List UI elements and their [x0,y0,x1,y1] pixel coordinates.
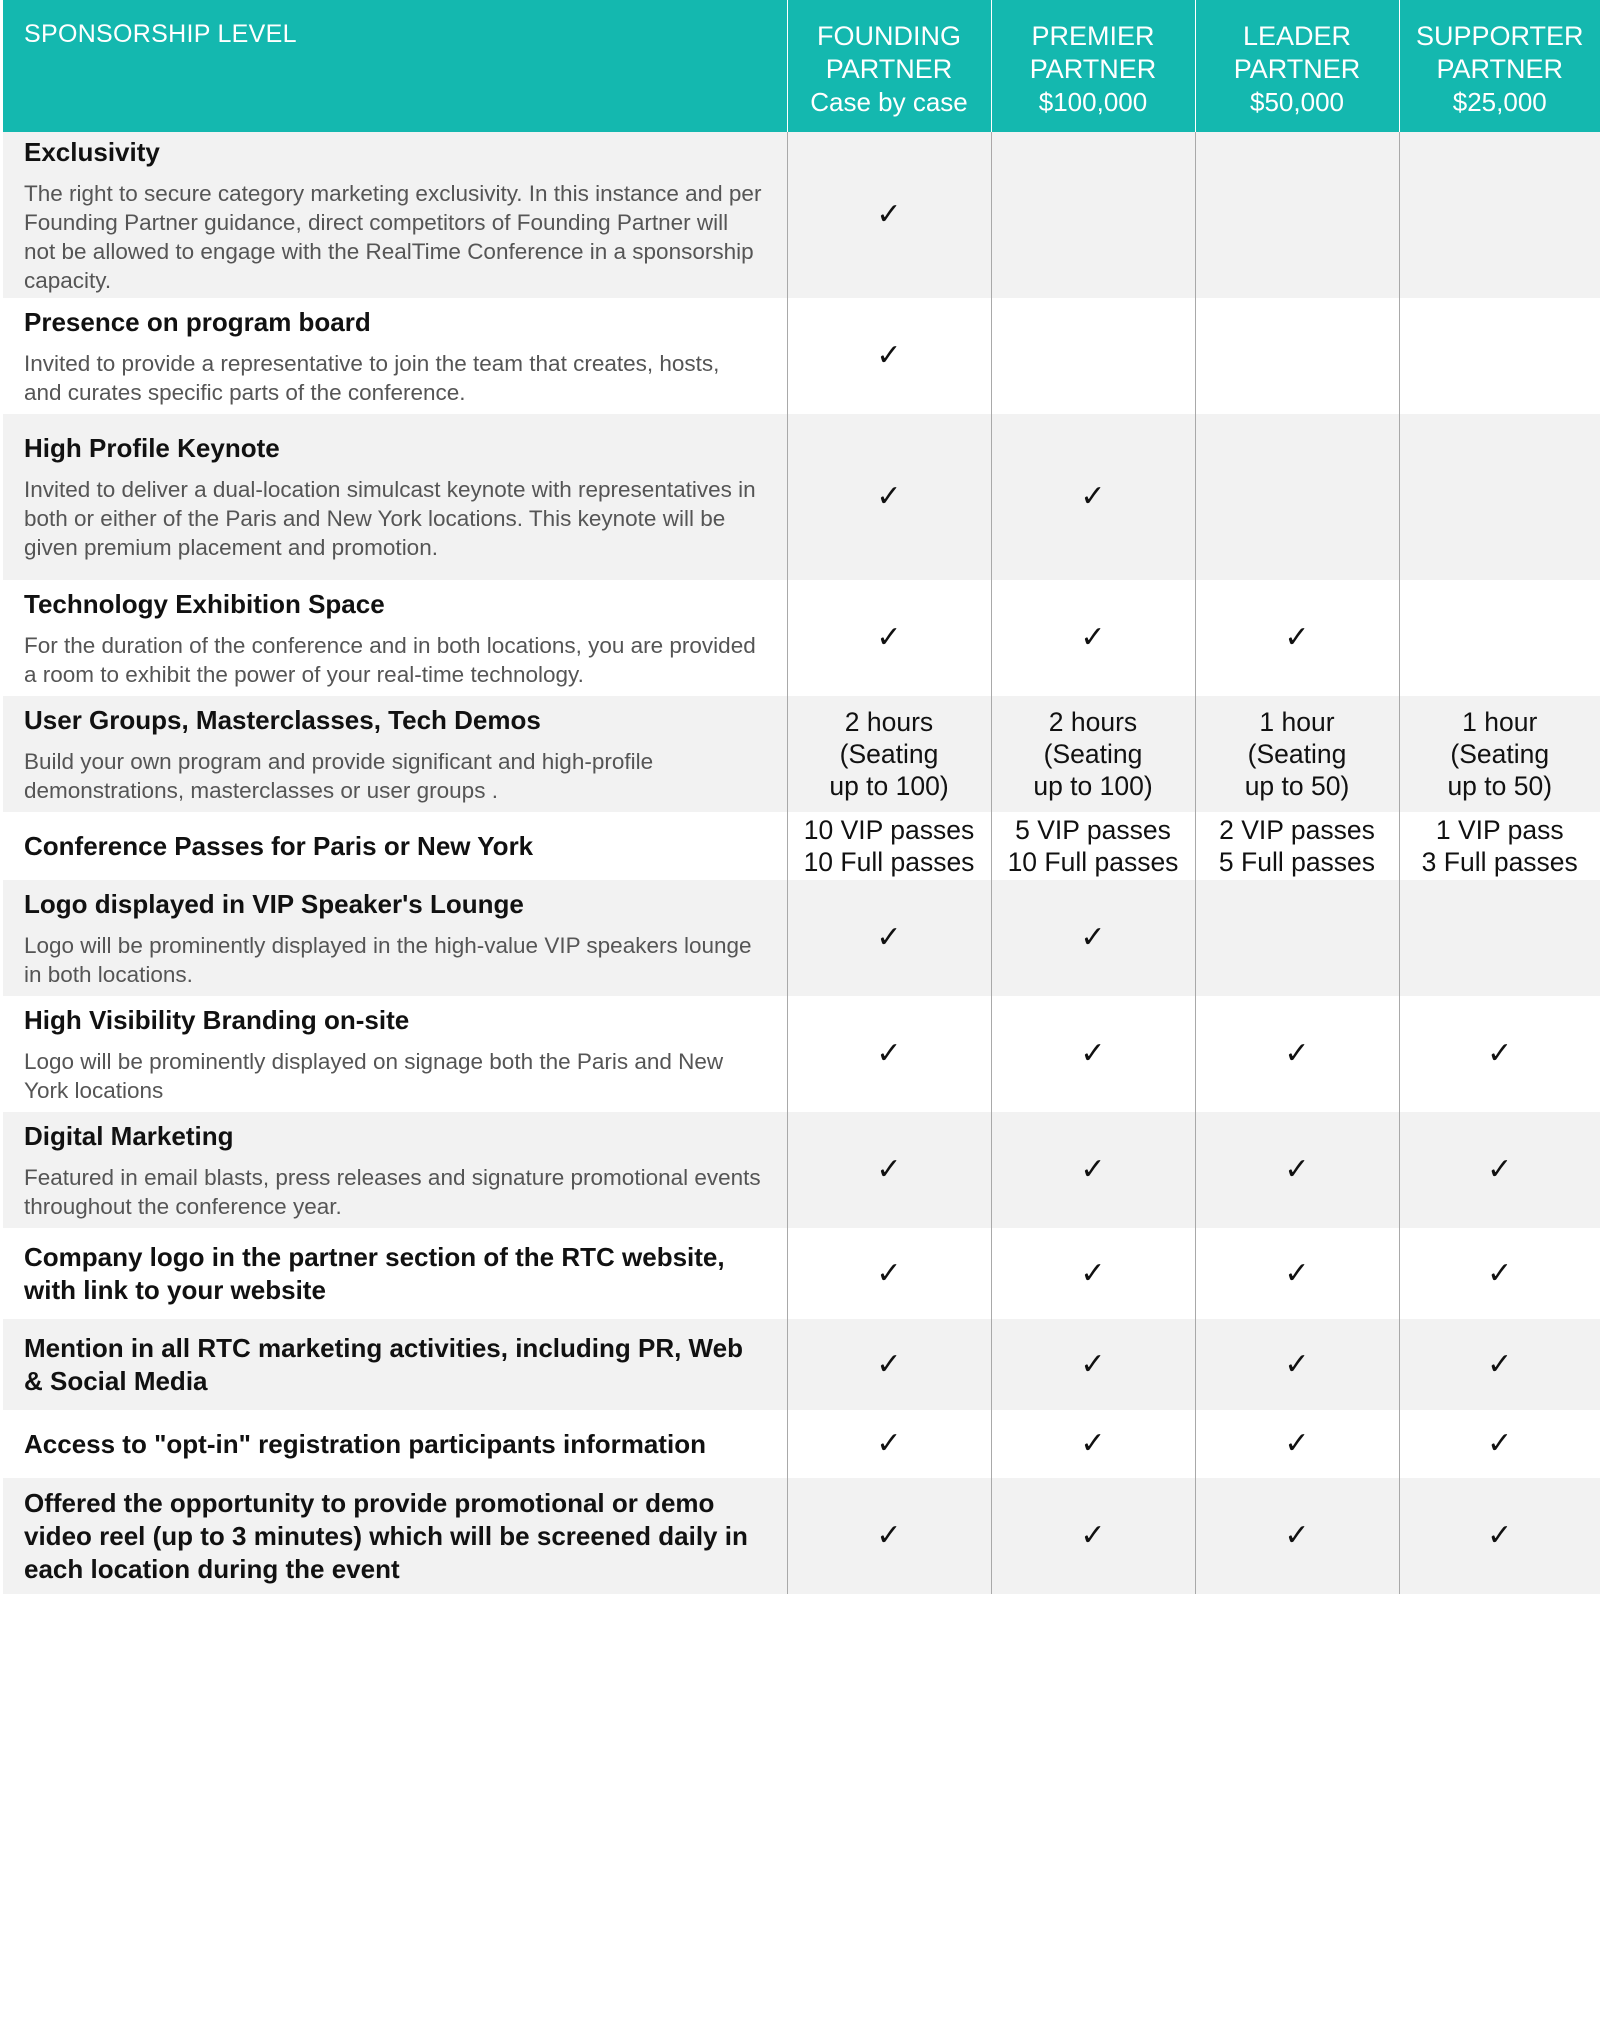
level-cell [1195,1228,1399,1319]
level-cell-text: 1 VIP pass [1435,815,1564,845]
checkmark-icon: ✓ [876,920,902,955]
checkmark-icon: ✓ [1487,1518,1513,1553]
checkmark-icon: ✓ [1080,1426,1106,1461]
benefit-description: Logo will be prominently displayed in the high-value VIP speakers lounge in both locations. [24,932,752,987]
checkmark-icon: ✓ [1080,1036,1106,1071]
benefit-row [3,812,1600,880]
benefit-description: Featured in email blasts, press releases and signature promotional events throughout the conference year. [24,1164,761,1219]
level-cell [1195,1478,1399,1594]
benefit-description: Build your own program and provide significant and high-profile demonstrations, masterclasses or user groups . [24,748,654,803]
level-cell-text: 10 Full passes [1007,847,1179,877]
level-cell [1195,880,1399,996]
level-cell [991,1112,1195,1228]
level-cell [1399,414,1600,580]
level-cell [1399,880,1600,996]
level-cell [1195,696,1399,812]
checkmark-icon: ✓ [1487,1255,1513,1291]
sponsorship-table [3,0,1600,1594]
level-cell [1399,298,1600,414]
level-cell [991,1410,1195,1478]
level-cell [787,132,991,298]
level-cell-text: 2 hours [1048,707,1138,737]
benefit-title: Presence on program board [24,306,371,337]
level-price: $100,000 [1038,87,1148,117]
checkmark-icon: ✓ [1487,1036,1513,1071]
checkmark-icon: ✓ [1080,479,1106,514]
level-founding-header [787,0,991,132]
level-name-line2: PARTNER [825,54,953,84]
level-cell-text: 10 Full passes [803,847,975,877]
level-price: Case by case [810,87,968,117]
benefit-title: Company logo in the partner section of the RTC website, with link to your website [24,1241,725,1305]
level-cell [991,1319,1195,1410]
level-cell [787,1112,991,1228]
checkmark-icon: ✓ [1080,920,1106,955]
level-cell [1195,414,1399,580]
checkmark-icon: ✓ [876,620,902,655]
level-name-line1: SUPPORTER [1415,21,1584,51]
benefit-title: User Groups, Masterclasses, Tech Demos [24,704,541,735]
level-name-line1: LEADER [1242,21,1352,51]
header-row [3,0,1600,132]
level-cell-text: 5 Full passes [1218,847,1376,877]
level-cell-text: up to 100) [829,771,949,801]
benefit-row [3,580,1600,696]
benefit-cell [3,298,787,414]
level-cell [787,298,991,414]
level-cell [1399,1112,1600,1228]
benefit-rows [3,132,1600,1594]
benefit-cell [3,1112,787,1228]
benefit-cell [3,132,787,298]
checkmark-icon: ✓ [876,1426,902,1461]
benefit-title: Exclusivity [24,136,160,167]
level-cell-text: (Seating [1450,739,1550,769]
benefit-title: Technology Exhibition Space [24,588,385,619]
benefit-row [3,1410,1600,1478]
level-cell [787,1478,991,1594]
level-cell [1195,132,1399,298]
checkmark-icon: ✓ [1080,1255,1106,1291]
level-cell-text: 1 hour [1259,707,1335,737]
level-cell [1399,1319,1600,1410]
level-cell [1399,580,1600,696]
level-cell [991,298,1195,414]
level-cell [1195,1410,1399,1478]
level-premier-header [991,0,1195,132]
benefit-row [3,1228,1600,1319]
level-cell [991,580,1195,696]
checkmark-icon: ✓ [1080,620,1106,655]
checkmark-icon: ✓ [1284,1518,1310,1553]
benefit-title: Offered the opportunity to provide promotional or demo video reel (up to 3 minutes) which will be screened daily in each location during the event [24,1487,748,1584]
level-cell-text: up to 100) [1033,771,1153,801]
checkmark-icon: ✓ [1487,1426,1513,1461]
benefit-title: Digital Marketing [24,1120,234,1151]
level-cell-text: (Seating [839,739,939,769]
benefit-description: Invited to deliver a dual-location simulcast keynote with representatives in both or either of the Paris and New York locations. This keynote will be given premium placement and promotion. [24,477,756,560]
level-cell [1399,996,1600,1112]
level-cell-text: 2 hours [844,707,934,737]
level-cell [787,1319,991,1410]
level-cell-text: (Seating [1043,739,1143,769]
level-cell [787,812,991,880]
benefit-row [3,132,1600,298]
checkmark-icon: ✓ [876,1255,902,1291]
benefit-title: High Visibility Branding on-site [24,1004,410,1035]
checkmark-icon: ✓ [1487,1152,1513,1187]
benefit-title: Conference Passes for Paris or New York [24,830,534,861]
level-cell [1399,696,1600,812]
level-cell-text: 10 VIP passes [803,815,975,845]
level-cell [991,812,1195,880]
benefit-description: The right to secure category marketing exclusivity. In this instance and per Founding Partner guidance, direct competitors of Founding Partner will not be allowed to engage with the RealTime Conference in a sponsorship capacity. [24,180,762,293]
level-cell-text: 1 hour [1462,707,1538,737]
benefit-row [3,1478,1600,1594]
sponsorship-level-label: SPONSORSHIP LEVEL [3,0,787,132]
level-cell [991,880,1195,996]
level-cell-text: up to 50) [1244,771,1350,801]
benefit-description: Invited to provide a representative to join the team that creates, hosts, and curates specific parts of the conference. [24,350,720,405]
level-name-line2: PARTNER [1436,54,1564,84]
level-leader-header [1195,0,1399,132]
level-cell-text: 5 VIP passes [1015,815,1171,845]
level-cell [991,414,1195,580]
benefit-row [3,414,1600,580]
level-cell [991,996,1195,1112]
benefit-cell [3,1228,787,1319]
level-cell [787,1228,991,1319]
level-cell [991,1228,1195,1319]
level-cell [991,1478,1195,1594]
benefit-description: For the duration of the conference and in both locations, you are provided a room to exhibit the power of your real-time technology. [24,632,756,687]
benefit-cell [3,996,787,1112]
benefit-title: Mention in all RTC marketing activities, including PR, Web & Social Media [24,1332,743,1396]
checkmark-icon: ✓ [1284,620,1310,655]
benefit-description: Logo will be prominently displayed on signage both the Paris and New York locations [24,1048,724,1103]
benefit-row [3,298,1600,414]
level-cell [787,1410,991,1478]
checkmark-icon: ✓ [876,197,902,232]
benefit-cell [3,580,787,696]
checkmark-icon: ✓ [1080,1518,1106,1553]
benefit-cell [3,1410,787,1478]
level-cell [1195,812,1399,880]
level-cell [991,132,1195,298]
checkmark-icon: ✓ [1080,1152,1106,1187]
level-cell [787,696,991,812]
level-name-line1: PREMIER [1031,21,1155,51]
benefit-cell [3,812,787,880]
benefit-cell [3,1478,787,1594]
level-cell [1195,1319,1399,1410]
level-name-line2: PARTNER [1233,54,1361,84]
level-cell [1195,1112,1399,1228]
benefit-title: Access to "opt-in" registration participants information [24,1428,706,1459]
level-cell [787,414,991,580]
level-cell-text: 2 VIP passes [1219,815,1375,845]
level-cell [1399,1228,1600,1319]
checkmark-icon: ✓ [1284,1255,1310,1291]
level-name-line2: PARTNER [1029,54,1157,84]
level-cell [1195,996,1399,1112]
checkmark-icon: ✓ [1284,1152,1310,1187]
checkmark-icon: ✓ [876,1036,902,1071]
benefit-cell [3,1319,787,1410]
checkmark-icon: ✓ [1284,1426,1310,1461]
level-price: $50,000 [1250,87,1344,117]
level-cell-text: up to 50) [1447,771,1553,801]
checkmark-icon: ✓ [876,1518,902,1553]
checkmark-icon: ✓ [876,479,902,514]
checkmark-icon: ✓ [876,1152,902,1187]
checkmark-icon: ✓ [1284,1036,1310,1071]
benefit-row [3,1112,1600,1228]
level-cell [1195,298,1399,414]
checkmark-icon: ✓ [1080,1346,1106,1382]
level-cell [1399,132,1600,298]
level-cell-text: 3 Full passes [1421,847,1578,877]
level-cell [787,880,991,996]
level-cell [1399,1478,1600,1594]
level-cell [787,580,991,696]
level-cell [1399,1410,1600,1478]
benefit-title: Logo displayed in VIP Speaker's Lounge [24,888,524,919]
level-supporter-header [1399,0,1600,132]
level-cell [991,696,1195,812]
benefit-title: High Profile Keynote [24,433,280,463]
benefit-cell [3,880,787,996]
level-cell [1399,812,1600,880]
checkmark-icon: ✓ [876,338,902,373]
benefit-row [3,996,1600,1112]
level-cell-text: (Seating [1247,739,1347,769]
benefit-row [3,696,1600,812]
level-cell [1195,580,1399,696]
level-name-line1: FOUNDING [817,21,961,51]
checkmark-icon: ✓ [1284,1346,1310,1382]
benefit-cell [3,696,787,812]
checkmark-icon: ✓ [876,1346,902,1382]
level-price: $25,000 [1452,87,1547,117]
checkmark-icon: ✓ [1487,1346,1513,1382]
level-cell [787,996,991,1112]
benefit-row [3,1319,1600,1410]
benefit-row [3,880,1600,996]
benefit-cell [3,414,787,580]
